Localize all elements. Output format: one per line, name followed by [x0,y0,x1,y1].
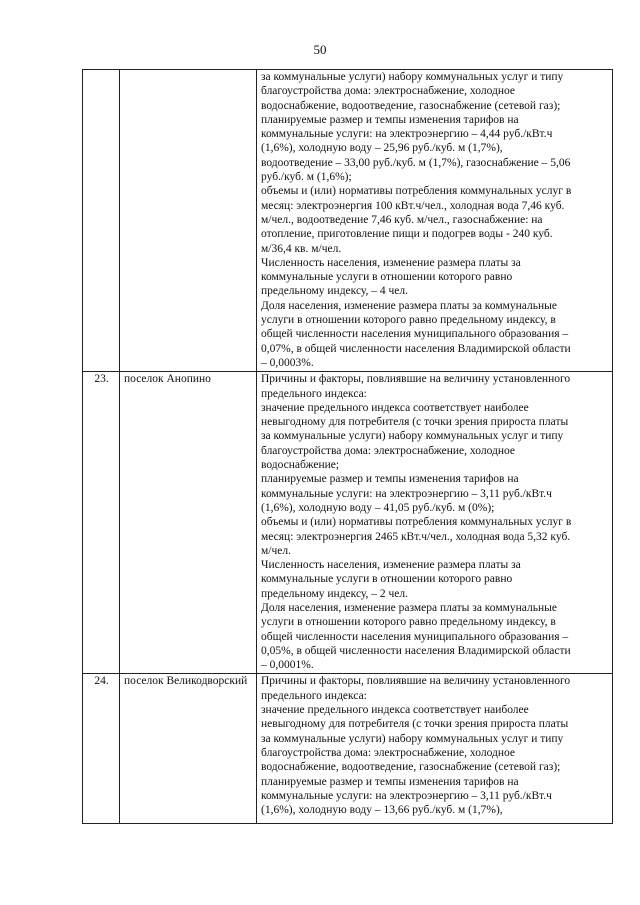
description-line: (1,6%), холодную воду – 13,66 руб./куб. м (1,7%), [261,804,503,817]
description-line: водоотведение – 33,00 руб./куб. м (1,7%), газоснабжение – 5,06 [261,156,571,169]
description-line: Доля населения, изменение размера платы за коммунальные [261,299,557,312]
description-line: 0,05%, в общей численности населения Владимирской области [261,644,571,657]
description-line: за коммунальные услуги) набору коммунальных услуг и типу [261,430,564,443]
description-line: планируемые размер и темпы изменения тарифов на [261,113,519,126]
description-line: невыгодному для потребителя (с точки зрения прироста платы [261,416,569,429]
description-line: предельного индекса: [261,689,367,702]
description-line: коммунальные услуги в отношении которого равно [261,573,513,586]
description-cell [257,674,613,824]
description-line: водоснабжение; [261,459,340,472]
description-line: – 0,0003%. [261,356,314,369]
description-line: (1,6%), холодную воду – 25,96 руб./куб. м (1,7%), [261,142,503,155]
description-line: отопление, приготовление пищи и подогрев воды - 240 куб. [261,228,553,241]
description-line: за коммунальные услуги) набору коммунальных услуг и типу [261,71,564,83]
description-line: объемы и (или) нормативы потребления коммунальных услуг в [261,516,572,529]
description-line: значение предельного индекса соответствует наиболее [261,401,529,414]
row-number-cell: 24. [83,674,120,824]
description-line: предельного индекса: [261,387,367,400]
description-line: благоустройства дома: электроснабжение, холодное [261,746,515,759]
description-line: водоснабжение, водоотведение, газоснабжение (сетевой газ); [261,99,561,112]
description-line: м/чел. [261,544,291,557]
description-cell [257,372,613,674]
page-number: 50 [313,42,327,57]
description-line: благоустройства дома: электроснабжение, холодное [261,85,515,98]
description-line: коммунальные услуги в отношении которого равно [261,271,513,284]
tariff-index-table [82,69,613,824]
description-line: – 0,0001%. [261,659,314,672]
table-row [83,674,613,824]
description-line: невыгодному для потребителя (с точки зрения прироста платы [261,718,569,731]
description-line: м/36,4 кв. м/чел. [261,242,342,255]
description-line: руб./куб. м (1,6%); [261,171,352,184]
settlement-name-cell [120,70,257,372]
settlement-name-cell: поселок Великодворский [120,674,257,824]
table-row [83,372,613,674]
row-number-cell: 23. [83,372,120,674]
description-line: месяц: электроэнергия 2465 кВт.ч/чел., холодная вода 5,32 куб. [261,530,571,543]
description-line: (1,6%), холодную воду – 41,05 руб./куб. м (0%); [261,501,495,514]
description-line: коммунальные услуги: на электроэнергию – 3,11 руб./кВт.ч [261,789,552,802]
description-line: предельному индексу, – 4 чел. [261,285,409,298]
description-line: Численность населения, изменение размера платы за [261,256,521,269]
description-line: услуги в отношении которого равно предельному индексу, в [261,314,556,327]
description-line: предельному индексу, – 2 чел. [261,587,409,600]
description-line: месяц: электроэнергия 100 кВт.ч/чел., холодная вода 7,46 куб. [261,199,565,212]
description-line: благоустройства дома: электроснабжение, холодное [261,444,515,457]
description-line: общей численности населения муниципального образования – [261,328,569,341]
description-line: Численность населения, изменение размера платы за [261,559,521,572]
description-line: объемы и (или) нормативы потребления коммунальных услуг в [261,185,572,198]
row-number-cell [83,70,120,372]
description-line: коммунальные услуги: на электроэнергию – 4,44 руб./кВт.ч [261,128,553,141]
description-line: Причины и факторы, повлиявшие на величину установленного [261,373,571,386]
description-line: водоснабжение, водоотведение, газоснабжение (сетевой газ); [261,761,561,774]
description-line: коммунальные услуги: на электроэнергию – 3,11 руб./кВт.ч [261,487,552,500]
description-line: планируемые размер и темпы изменения тарифов на [261,473,519,486]
settlement-name-cell: поселок Анопино [120,372,257,674]
description-line: Причины и факторы, повлиявшие на величину установленного [261,675,571,688]
description-line: за коммунальные услуги) набору коммунальных услуг и типу [261,732,564,745]
description-line: м/чел., водоотведение 7,46 куб. м/чел., газоснабжение: на [261,213,543,226]
table-body [83,70,613,824]
table-row [83,70,613,372]
description-line: Доля населения, изменение размера платы за коммунальные [261,601,557,614]
description-line: 0,07%, в общей численности населения Владимирской области [261,342,571,355]
description-line: общей численности населения муниципального образования – [261,630,569,643]
description-cell [257,70,613,372]
description-line: услуги в отношении которого равно предельному индексу, в [261,616,556,629]
description-line: планируемые размер и темпы изменения тарифов на [261,775,519,788]
description-line: значение предельного индекса соответствует наиболее [261,704,529,717]
